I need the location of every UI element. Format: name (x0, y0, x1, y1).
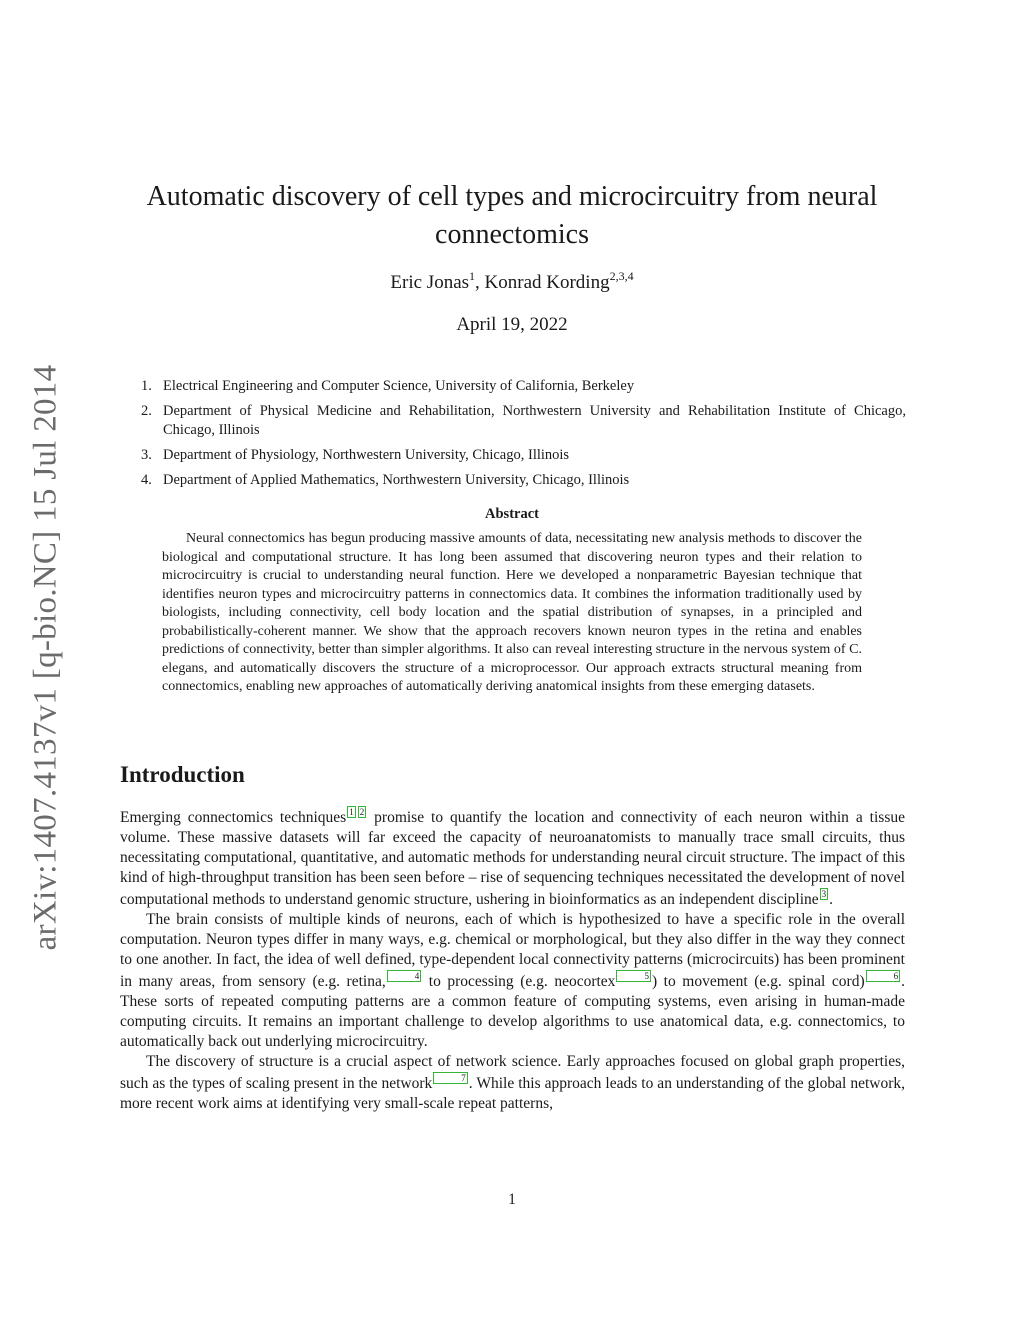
author-kording: Konrad Kording (484, 272, 610, 293)
citation-link-1[interactable]: 1 (349, 807, 354, 817)
title-line-1: Automatic discovery of cell types and microcircuitry from neural (146, 181, 878, 212)
affiliation-number: 3. (141, 447, 152, 463)
page-number: 1 (508, 1191, 516, 1208)
abstract-heading: Abstract (485, 506, 539, 522)
citation-link-7[interactable]: 7 (433, 1072, 468, 1084)
paragraph-1 (120, 806, 905, 910)
author-list (120, 269, 904, 294)
author-kording-affiliation: 2,3,4 (609, 269, 634, 283)
affiliation-item (141, 446, 906, 465)
affiliation-text: Electrical Engineering and Computer Science, University of California, Berkeley (163, 378, 635, 394)
affiliation-number: 2. (141, 403, 152, 419)
p2-text-d: . These sorts of repeated computing patterns are a common feature of computing systems, even arising in human-made computing circuits. It remains an important challenge to develop algorithms to use anatomical data, e.g. connectomics, to automatically back out underlying microcircuitry. (120, 973, 905, 1050)
author-separator: , (475, 272, 485, 293)
section-title-introduction: Introduction (120, 762, 245, 787)
paper-date: April 19, 2022 (456, 314, 568, 335)
citation-link-2[interactable]: 2 (359, 807, 365, 817)
affiliation-number: 1. (141, 378, 152, 394)
arxiv-identifier-stamp (20, 353, 72, 961)
p1-text-b: promise to quantify the location and connectivity of each neuron within a tissue volume. These massive datasets will far exceed the capacity of neuroanatomists to manually trace small circuits, thus necessitating computational, quantitative, and automatic methods for understanding neural circuit structure. The impact of this kind of high-throughput transition has been seen before – rise of sequencing techniques necessitated the development of novel computational methods to understand genomic structure, ushering in bioinformatics as an independent discipline (120, 809, 905, 908)
citation-link-4[interactable]: 4 (387, 970, 422, 982)
affiliation-number: 4. (141, 472, 152, 488)
p3-text-a: The discovery of structure is a crucial aspect of network science. Early approaches focused on global graph properties, such as the types of scaling present in the network (120, 1053, 905, 1092)
arxiv-identifier-text: arXiv:1407.4137v1 [q-bio.NC] 15 Jul 2014 (27, 364, 64, 950)
introduction-body (120, 806, 905, 1114)
affiliation-text: Department of Physiology, Northwestern University, Chicago, Illinois (163, 447, 570, 463)
p1-text-c: . (829, 891, 834, 908)
paper-title (120, 178, 904, 254)
affiliation-text: Department of Physical Medicine and Rehabilitation, Northwestern University and Rehabilitation Institute of Chicago, Chicago, Illinois (163, 403, 906, 438)
author-jonas: Eric Jonas (390, 272, 470, 293)
citation-link-3[interactable]: 3 (821, 889, 827, 899)
paragraph-3 (120, 1052, 905, 1114)
p3-text-b: . While this approach leads to an understanding of the global network, more recent work aims at identifying very small-scale repeat patterns, (120, 1075, 905, 1112)
p2-text-b: to processing (e.g. neocortex (422, 973, 616, 990)
citation-link-5[interactable]: 5 (616, 970, 651, 982)
affiliation-item (141, 402, 906, 440)
p1-text-a: Emerging connectomics techniques (120, 809, 347, 826)
affiliation-item (141, 471, 906, 490)
affiliation-text: Department of Applied Mathematics, Northwestern University, Chicago, Illinois (163, 472, 630, 488)
p2-text-c: ) to movement (e.g. spinal cord) (651, 973, 865, 990)
paragraph-2 (120, 910, 905, 1052)
affiliation-item (141, 377, 906, 396)
p2-text-a: The brain consists of multiple kinds of neurons, each of which is hypothesized to have a specific role in the overall computation. Neuron types differ in many ways, e.g. chemical or morphological, but they also differ in the way they connect to one another. In fact, the idea of well defined, type-dependent local connectivity patterns (microcircuits) has been prominent in many areas, from sensory (e.g. retina, (120, 911, 905, 990)
citation-link-6[interactable]: 6 (866, 970, 901, 982)
abstract-text: Neural connectomics has begun producing massive amounts of data, necessitating new analysis methods to discover the biological and computational structure. It has long been assumed that discovering neuron types and their relation to microcircuitry is crucial to understanding neural function. Here we developed a nonparametric Bayesian technique that identifies neuron types and microcircuitry patterns in connectomics data. It combines the information traditionally used by biologists, including connectivity, cell body location and the spatial distribution of synapses, in a principled and probabilistically-coherent manner. We show that the approach recovers known neuron types in the retina and enables predictions of connectivity, better than simpler algorithms. It also can reveal interesting structure in the nervous system of C. elegans, and automatically discovers the structure of a microprocessor. Our approach extracts structural meaning from connectomics, enabling new approaches of automatically deriving anatomical insights from these emerging datasets. (162, 531, 862, 694)
affiliation-list (141, 377, 906, 496)
title-line-2: connectomics (435, 219, 589, 250)
author-jonas-affiliation: 1 (469, 269, 476, 283)
